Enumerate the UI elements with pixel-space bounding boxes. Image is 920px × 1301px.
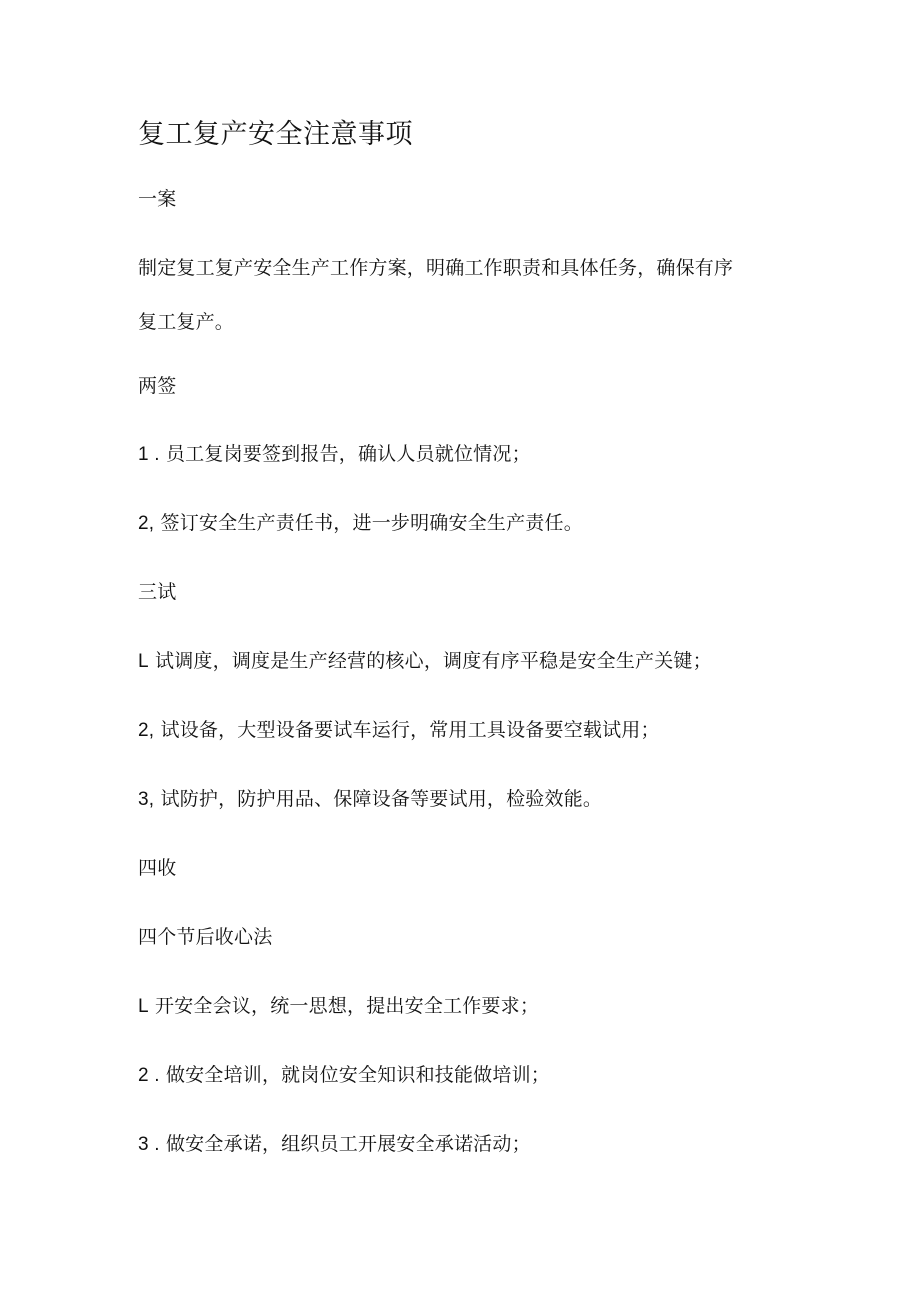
- list-text: 开安全会议，统一思想，提出安全工作要求；: [155, 995, 540, 1017]
- list-marker: L: [138, 996, 149, 1017]
- section-heading-liangqian: 两签: [138, 375, 177, 397]
- list-marker: 3 .: [138, 1134, 160, 1155]
- list-text: 做安全承诺，组织员工开展安全承诺活动；: [165, 1133, 531, 1155]
- section-heading-yian: 一案: [138, 188, 177, 210]
- list-text: 签订安全生产责任书，进一步明确安全生产责任。: [160, 512, 583, 534]
- list-marker: 2,: [138, 513, 155, 534]
- list-text: 做安全培训，就岗位安全知识和技能做培训；: [165, 1064, 550, 1086]
- list-text: 员工复岗要签到报告，确认人员就位情况；: [165, 443, 531, 465]
- section-heading-sanshi: 三试: [138, 581, 177, 603]
- list-text: 试设备，大型设备要试车运行，常用工具设备要空载试用；: [160, 719, 660, 741]
- list-item: [138, 510, 583, 537]
- section-heading-sishou: 四收: [138, 857, 177, 879]
- list-marker: 2 .: [138, 1065, 160, 1086]
- section-subheading: 四个节后收心法: [138, 926, 273, 948]
- list-text: 试防护，防护用品、保障设备等要试用，检验效能。: [160, 788, 603, 810]
- list-item: [138, 717, 660, 744]
- list-item: [138, 1062, 550, 1089]
- list-marker: L: [138, 651, 149, 672]
- list-item: [138, 441, 531, 468]
- paragraph-line: 制定复工复产安全生产工作方案，明确工作职责和具体任务，确保有序: [138, 257, 734, 279]
- list-marker: 3,: [138, 789, 155, 810]
- document-title: 复工复产安全注意事项: [138, 119, 413, 150]
- list-item: [138, 648, 712, 675]
- list-item: [138, 1131, 531, 1158]
- list-text: 试调度，调度是生产经营的核心，调度有序平稳是安全生产关键；: [155, 650, 712, 672]
- list-item: [138, 993, 539, 1020]
- list-marker: 2,: [138, 720, 155, 741]
- list-item: [138, 786, 602, 813]
- paragraph-line: 复工复产。: [138, 311, 235, 333]
- list-marker: 1 .: [138, 444, 160, 465]
